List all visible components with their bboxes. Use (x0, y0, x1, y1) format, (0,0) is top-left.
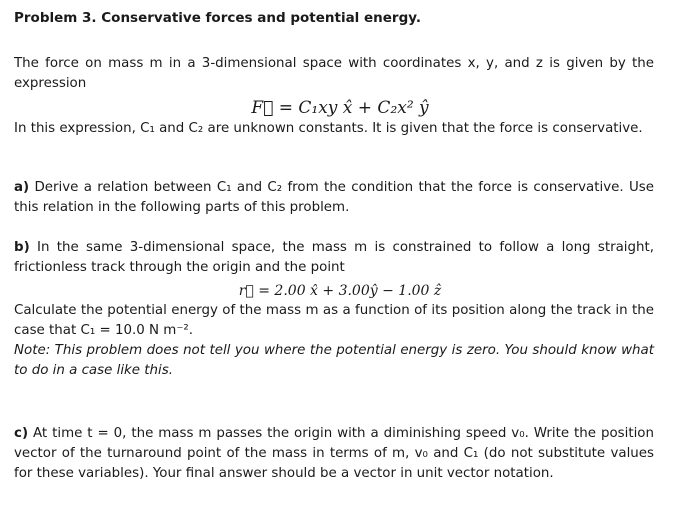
part-b-text: In the same 3-dimensional space, the mass m is constrained to follow a long straight, frictionless track through the origin and the point (14, 240, 654, 275)
part-c (14, 424, 654, 484)
intro-paragraph-2: In this expression, C₁ and C₂ are unknown constants. It is given that the force is conservative. (14, 121, 643, 136)
force-equation: F⃗ = C₁xy x̂ + C₂x² ŷ (251, 98, 429, 118)
part-b-text-2: Calculate the potential energy of the mass m as a function of its position along the track in the case that C₁ = 10.0 N m⁻². (14, 303, 654, 338)
part-c-label: c) (14, 426, 29, 441)
problem-title: Problem 3. Conservative forces and potential energy. (14, 10, 421, 26)
intro-paragraph: The force on mass m in a 3-dimensional space with coordinates x, y, and z is given by the expression (14, 56, 654, 91)
part-b-label: b) (14, 240, 30, 255)
part-b-note: Note: This problem does not tell you where the potential energy is zero. You should know what to do in a case like this. (14, 343, 654, 378)
part-a-label: a) (14, 180, 30, 195)
part-b (14, 238, 654, 278)
part-a-text: Derive a relation between C₁ and C₂ from the condition that the force is conservative. Use this relation in the following parts of this problem. (14, 180, 654, 215)
part-a (14, 178, 654, 218)
part-c-text: At time t = 0, the mass m passes the origin with a diminishing speed v₀. Write the position vector of the turnaround point of the mass in terms of m, v₀ and C₁ (do not substitute values for these variables). Your final answer should be a vector in unit vector notation. (14, 426, 654, 481)
point-equation: r⃗ = 2.00 x̂ + 3.00ŷ − 1.00 ẑ (238, 283, 442, 299)
